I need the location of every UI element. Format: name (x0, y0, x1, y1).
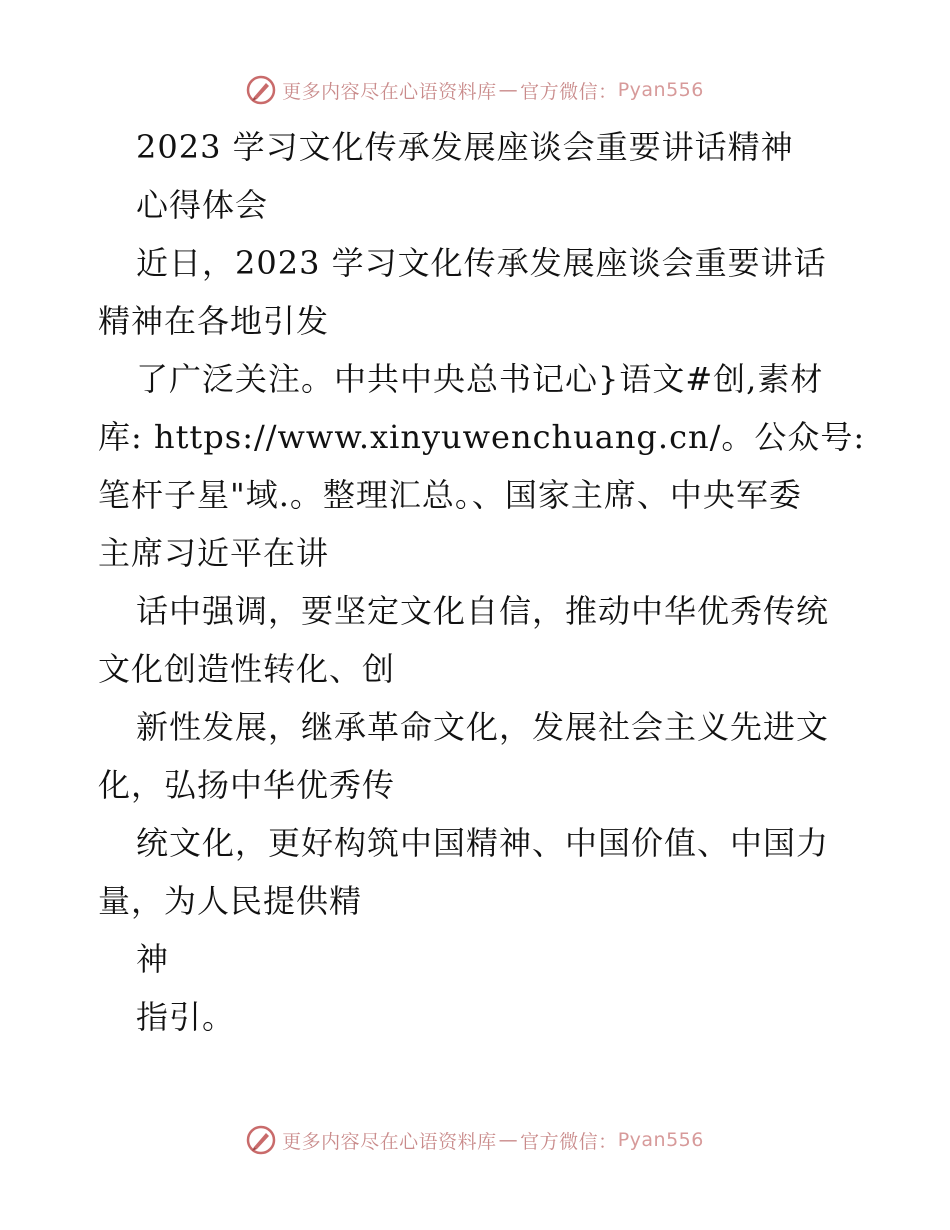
document-line: 笔杆子星"域.。整理汇总。、国家主席、中央军委 (98, 476, 802, 514)
document-line: 主席习近平在讲 (98, 534, 330, 572)
document-line: 统文化，更好构筑中国精神、中国价值、中国力 (136, 824, 830, 862)
document-body (98, 118, 866, 1046)
watermark-label: 官方微信： (520, 80, 618, 103)
document-line: 新性发展，继承革命文化，发展社会主义先进文 (136, 708, 830, 746)
document-line: 近日，2023 学习文化传承发展座谈会重要讲话 (136, 244, 827, 282)
document-line: 了广泛关注。中共中央总书记心}语文#创,素材 (136, 360, 824, 398)
document-line: 指引。 (136, 998, 236, 1036)
header-watermark (0, 70, 950, 110)
watermark-label: 官方微信： (520, 1130, 618, 1153)
watermark-text: 更多内容尽在心语资料库 (282, 80, 497, 103)
document-line: 神 (136, 940, 170, 978)
document-line: 2023 学习文化传承发展座谈会重要讲话精神 (136, 128, 794, 166)
document-line: 心得体会 (136, 186, 269, 224)
footer-watermark (0, 1120, 950, 1160)
watermark-dash: — (498, 79, 519, 101)
watermark-handle: Pyan556 (617, 79, 704, 101)
pen-logo-icon (246, 75, 276, 105)
watermark-text: 更多内容尽在心语资料库 (282, 1130, 497, 1153)
pen-logo-icon (246, 1125, 276, 1155)
document-line: 库: https://www.xinyuwenchuang.cn/。公众号: (98, 418, 866, 456)
document-line: 精神在各地引发 (98, 302, 330, 340)
document-line: 化，弘扬中华优秀传 (98, 766, 396, 804)
watermark-dash: — (498, 1129, 519, 1151)
watermark-handle: Pyan556 (617, 1129, 704, 1151)
document-line: 文化创造性转化、创 (98, 650, 396, 688)
document-line: 量，为人民提供精 (98, 882, 363, 920)
document-line: 话中强调，要坚定文化自信，推动中华优秀传统 (136, 592, 830, 630)
